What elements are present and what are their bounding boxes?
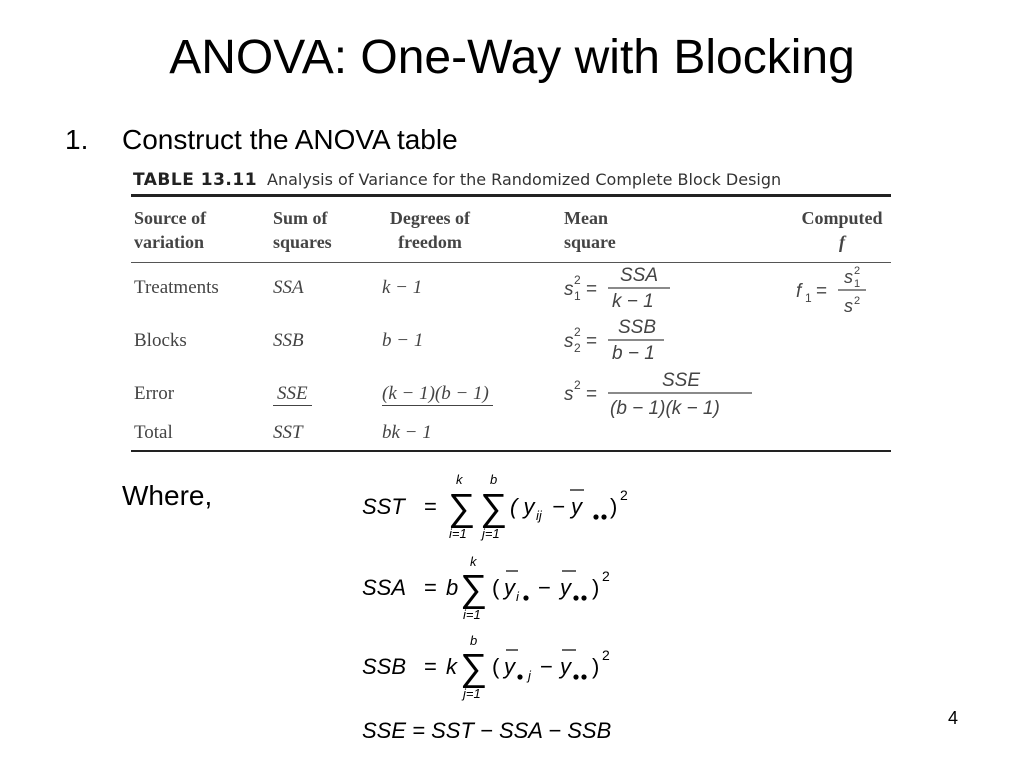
row-sum-of-squares: SST [273, 422, 303, 443]
svg-text:k − 1: k − 1 [612, 291, 654, 312]
svg-text:∑: ∑ [448, 487, 476, 529]
svg-text:SSA: SSA [362, 575, 407, 600]
svg-text:(b − 1)(k − 1): (b − 1)(k − 1) [610, 398, 720, 419]
svg-text:j=1: j=1 [482, 526, 500, 541]
svg-text:2: 2 [574, 341, 581, 355]
table-caption [133, 170, 893, 192]
svg-text:k: k [446, 654, 457, 679]
svg-text:( y: ( y [510, 494, 535, 519]
header-mean-square: Mean square [564, 208, 616, 252]
svg-text:y: y [504, 654, 515, 679]
header-computed-f: Computed f [801, 208, 883, 252]
svg-text:y: y [560, 575, 571, 600]
svg-text:(: ( [492, 575, 500, 600]
svg-text:SSE = SST − SSA − SSB: SSE = SST − SSA − SSB [362, 718, 612, 743]
svg-text:2: 2 [602, 568, 610, 584]
svg-text:=: = [424, 494, 437, 519]
header-source: Source of variation [134, 208, 207, 252]
svg-text:f: f [796, 281, 802, 302]
svg-text:=: = [424, 654, 437, 679]
svg-text:=: = [424, 575, 437, 600]
svg-text:2: 2 [602, 647, 610, 663]
svg-text:ij: ij [536, 508, 542, 523]
row-source: Blocks [134, 330, 187, 351]
header-degrees-of-freedom: Degrees of freedom [389, 208, 471, 252]
formula-sse [360, 712, 680, 748]
svg-text:y: y [560, 654, 571, 679]
page-number: 4 [948, 708, 959, 728]
svg-text:b: b [470, 633, 478, 648]
svg-text:j=1: j=1 [463, 686, 481, 701]
svg-text:=: = [586, 331, 598, 352]
svg-text:SSB: SSB [618, 317, 657, 338]
row-mean-square [560, 367, 760, 423]
formula-ssb [360, 632, 650, 704]
svg-text:−: − [538, 575, 551, 600]
row-degrees-of-freedom: bk − 1 [382, 422, 432, 443]
svg-text:b: b [446, 575, 459, 600]
svg-text:y: y [504, 575, 515, 600]
svg-text:1: 1 [805, 291, 812, 305]
formula-sst [360, 470, 650, 545]
list-text: Construct the ANOVA table [122, 124, 458, 155]
svg-text:s: s [564, 384, 574, 405]
row-sum-of-squares: SSE [273, 383, 312, 406]
list-number: 1. [65, 124, 89, 155]
svg-text:2: 2 [854, 265, 861, 277]
svg-text:SSE: SSE [662, 370, 701, 391]
svg-text:1: 1 [574, 289, 581, 303]
svg-text:∑: ∑ [460, 647, 488, 689]
row-degrees-of-freedom: k − 1 [382, 277, 423, 298]
table-caption-text: Analysis of Variance for the Randomized Complete Block Design [267, 170, 782, 189]
svg-text:∑: ∑ [460, 568, 488, 610]
header-sum-of-squares: Sum of squares [273, 208, 332, 252]
row-computed-f [792, 262, 882, 322]
svg-text:): ) [592, 654, 600, 679]
svg-text:SSA: SSA [620, 265, 659, 286]
svg-text:s: s [844, 267, 853, 287]
row-source: Treatments [134, 277, 219, 298]
svg-text:SST: SST [362, 494, 405, 519]
svg-text:s: s [844, 296, 853, 316]
row-source: Total [134, 422, 173, 443]
svg-text:i=1: i=1 [449, 526, 467, 541]
svg-text:∑: ∑ [480, 487, 508, 529]
table-bottom-rule [131, 450, 891, 452]
table-label: TABLE 13.11 [133, 170, 258, 190]
row-sum-of-squares: SSA [273, 277, 304, 298]
svg-text:=: = [586, 384, 598, 405]
svg-text:=: = [816, 281, 828, 302]
svg-text:2: 2 [854, 295, 861, 307]
svg-text:− y: − y [552, 494, 582, 519]
formula-ssa [360, 553, 650, 625]
table-top-rule [131, 194, 891, 197]
svg-text:i=1: i=1 [463, 607, 481, 622]
svg-text:−: − [540, 654, 553, 679]
svg-text:s: s [564, 279, 574, 300]
table-header-rule [131, 262, 891, 263]
svg-text:s: s [564, 331, 574, 352]
svg-text:1: 1 [854, 278, 861, 290]
svg-text:2: 2 [574, 325, 581, 339]
where-label: Where, [122, 480, 213, 511]
svg-text:): ) [610, 494, 618, 519]
svg-text:b − 1: b − 1 [612, 343, 655, 364]
svg-text:(: ( [492, 654, 500, 679]
svg-text:2: 2 [574, 273, 581, 287]
svg-text:2: 2 [574, 378, 581, 392]
slide-title: ANOVA: One-Way with Blocking [169, 31, 855, 84]
svg-text:j: j [528, 668, 531, 683]
svg-text:k: k [470, 554, 477, 569]
row-source: Error [134, 383, 175, 404]
svg-text:i: i [516, 589, 519, 604]
row-mean-square [560, 262, 680, 314]
svg-text:b: b [490, 472, 498, 487]
svg-text:=: = [586, 279, 598, 300]
row-degrees-of-freedom: (k − 1)(b − 1) [382, 383, 493, 406]
svg-text:2: 2 [620, 487, 628, 503]
row-sum-of-squares: SSB [273, 330, 304, 351]
svg-text:SSB: SSB [362, 654, 407, 679]
svg-text:): ) [592, 575, 600, 600]
row-mean-square [560, 314, 680, 366]
row-degrees-of-freedom: b − 1 [382, 330, 424, 351]
svg-text:k: k [456, 472, 463, 487]
list-item [65, 120, 458, 160]
